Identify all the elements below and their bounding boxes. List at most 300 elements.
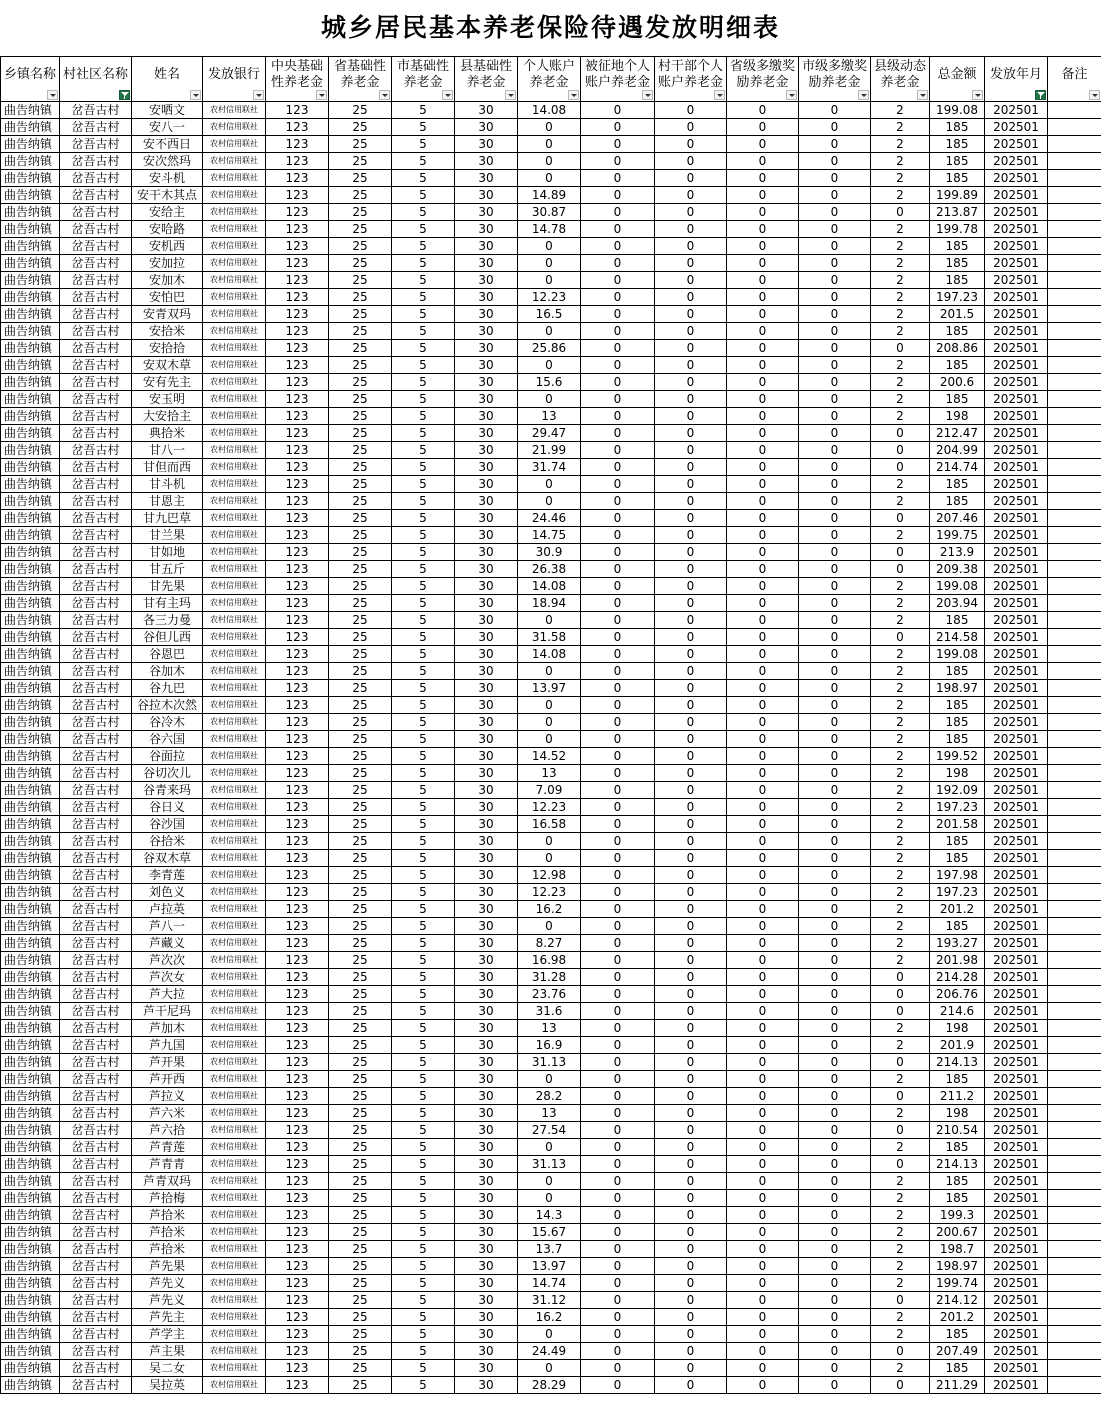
- table-cell[interactable]: 安有先主: [132, 374, 203, 391]
- table-cell[interactable]: 0: [581, 850, 655, 867]
- table-cell[interactable]: 2: [871, 1173, 930, 1190]
- table-cell[interactable]: 曲告纳镇: [1, 340, 60, 357]
- table-cell[interactable]: 30: [455, 612, 518, 629]
- table-cell[interactable]: [1048, 391, 1101, 408]
- table-cell[interactable]: 曲告纳镇: [1, 1003, 60, 1020]
- table-cell[interactable]: 曲告纳镇: [1, 816, 60, 833]
- table-cell[interactable]: 0: [655, 1377, 727, 1394]
- table-cell[interactable]: 123: [266, 221, 329, 238]
- table-cell[interactable]: 0: [581, 578, 655, 595]
- table-cell[interactable]: 123: [266, 493, 329, 510]
- table-cell[interactable]: 芦次次: [132, 952, 203, 969]
- table-cell[interactable]: 安双木草: [132, 357, 203, 374]
- table-cell[interactable]: 0: [581, 884, 655, 901]
- table-cell[interactable]: 0: [799, 1258, 871, 1275]
- table-cell[interactable]: 30.9: [518, 544, 581, 561]
- table-cell[interactable]: 202501: [985, 187, 1048, 204]
- table-cell[interactable]: [1048, 1020, 1101, 1037]
- table-cell[interactable]: 30: [455, 238, 518, 255]
- table-cell[interactable]: 岔吾古村: [60, 629, 132, 646]
- table-cell[interactable]: 25: [329, 544, 392, 561]
- table-cell[interactable]: 0: [518, 238, 581, 255]
- table-cell[interactable]: [1048, 986, 1101, 1003]
- table-cell[interactable]: 0: [655, 731, 727, 748]
- table-cell[interactable]: 123: [266, 238, 329, 255]
- table-cell[interactable]: 岔吾古村: [60, 986, 132, 1003]
- table-cell[interactable]: 30: [455, 1139, 518, 1156]
- table-cell[interactable]: 5: [392, 272, 455, 289]
- table-cell[interactable]: 农村信用联社: [203, 1071, 266, 1088]
- table-cell[interactable]: 曲告纳镇: [1, 1343, 60, 1360]
- table-cell[interactable]: 0: [727, 833, 799, 850]
- table-cell[interactable]: 30: [455, 731, 518, 748]
- table-cell[interactable]: 25: [329, 357, 392, 374]
- table-cell[interactable]: 曲告纳镇: [1, 1207, 60, 1224]
- table-cell[interactable]: 芦先果: [132, 1258, 203, 1275]
- table-cell[interactable]: 30: [455, 442, 518, 459]
- table-cell[interactable]: 202501: [985, 374, 1048, 391]
- table-cell[interactable]: 农村信用联社: [203, 884, 266, 901]
- table-cell[interactable]: 2: [871, 782, 930, 799]
- table-cell[interactable]: [1048, 1292, 1101, 1309]
- table-cell[interactable]: 200.67: [930, 1224, 985, 1241]
- table-cell[interactable]: 岔吾古村: [60, 867, 132, 884]
- table-cell[interactable]: 30: [455, 340, 518, 357]
- table-cell[interactable]: 2: [871, 1037, 930, 1054]
- table-cell[interactable]: 123: [266, 1360, 329, 1377]
- table-cell[interactable]: 25: [329, 323, 392, 340]
- table-cell[interactable]: 0: [518, 697, 581, 714]
- table-cell[interactable]: [1048, 1275, 1101, 1292]
- table-cell[interactable]: 202501: [985, 493, 1048, 510]
- table-cell[interactable]: 0: [799, 102, 871, 119]
- table-cell[interactable]: 0: [727, 731, 799, 748]
- table-cell[interactable]: [1048, 527, 1101, 544]
- table-cell[interactable]: 25: [329, 952, 392, 969]
- table-cell[interactable]: 曲告纳镇: [1, 782, 60, 799]
- table-cell[interactable]: 202501: [985, 527, 1048, 544]
- table-cell[interactable]: 14.08: [518, 578, 581, 595]
- table-cell[interactable]: 202501: [985, 255, 1048, 272]
- table-cell[interactable]: 0: [727, 578, 799, 595]
- table-cell[interactable]: 0: [727, 935, 799, 952]
- table-cell[interactable]: 202501: [985, 119, 1048, 136]
- table-cell[interactable]: 0: [799, 289, 871, 306]
- filter-dropdown-icon[interactable]: [568, 90, 579, 100]
- table-cell[interactable]: 30: [455, 578, 518, 595]
- table-cell[interactable]: 2: [871, 476, 930, 493]
- table-cell[interactable]: 199.78: [930, 221, 985, 238]
- table-cell[interactable]: 0: [799, 935, 871, 952]
- table-cell[interactable]: 123: [266, 765, 329, 782]
- table-cell[interactable]: 芦青双玛: [132, 1173, 203, 1190]
- table-cell[interactable]: 谷恩巴: [132, 646, 203, 663]
- table-cell[interactable]: 123: [266, 1207, 329, 1224]
- table-cell[interactable]: 0: [655, 952, 727, 969]
- table-cell[interactable]: 123: [266, 884, 329, 901]
- table-cell[interactable]: 岔吾古村: [60, 935, 132, 952]
- table-cell[interactable]: 2: [871, 357, 930, 374]
- table-cell[interactable]: 2: [871, 391, 930, 408]
- table-cell[interactable]: 安青双玛: [132, 306, 203, 323]
- table-cell[interactable]: 0: [799, 1360, 871, 1377]
- table-cell[interactable]: 202501: [985, 663, 1048, 680]
- table-cell[interactable]: 30: [455, 476, 518, 493]
- table-cell[interactable]: 0: [799, 731, 871, 748]
- table-cell[interactable]: [1048, 544, 1101, 561]
- table-cell[interactable]: 0: [655, 1326, 727, 1343]
- table-cell[interactable]: 5: [392, 306, 455, 323]
- table-cell[interactable]: 0: [655, 782, 727, 799]
- table-cell[interactable]: 0: [727, 1071, 799, 1088]
- table-cell[interactable]: 30: [455, 1343, 518, 1360]
- table-cell[interactable]: 30: [455, 816, 518, 833]
- table-cell[interactable]: 谷青来玛: [132, 782, 203, 799]
- table-cell[interactable]: 185: [930, 476, 985, 493]
- table-cell[interactable]: 123: [266, 170, 329, 187]
- table-cell[interactable]: 30: [455, 1292, 518, 1309]
- table-cell[interactable]: 0: [581, 714, 655, 731]
- table-cell[interactable]: 0: [727, 799, 799, 816]
- table-cell[interactable]: 123: [266, 1071, 329, 1088]
- table-cell[interactable]: 曲告纳镇: [1, 867, 60, 884]
- table-cell[interactable]: 5: [392, 952, 455, 969]
- table-cell[interactable]: 卢拉英: [132, 901, 203, 918]
- table-cell[interactable]: 曲告纳镇: [1, 1173, 60, 1190]
- table-cell[interactable]: 30: [455, 697, 518, 714]
- table-cell[interactable]: 曲告纳镇: [1, 850, 60, 867]
- table-cell[interactable]: 芦藏义: [132, 935, 203, 952]
- table-cell[interactable]: 25: [329, 102, 392, 119]
- table-cell[interactable]: 123: [266, 442, 329, 459]
- table-cell[interactable]: 0: [518, 391, 581, 408]
- table-cell[interactable]: 198.97: [930, 1258, 985, 1275]
- table-cell[interactable]: 0: [871, 629, 930, 646]
- table-cell[interactable]: 0: [799, 1377, 871, 1394]
- table-cell[interactable]: 199.89: [930, 187, 985, 204]
- table-cell[interactable]: 0: [727, 1122, 799, 1139]
- table-cell[interactable]: 5: [392, 238, 455, 255]
- table-cell[interactable]: 2: [871, 731, 930, 748]
- table-cell[interactable]: 123: [266, 731, 329, 748]
- table-cell[interactable]: 0: [799, 799, 871, 816]
- table-cell[interactable]: 2: [871, 901, 930, 918]
- table-cell[interactable]: 岔吾古村: [60, 306, 132, 323]
- table-cell[interactable]: 0: [655, 1054, 727, 1071]
- table-cell[interactable]: 123: [266, 952, 329, 969]
- table-cell[interactable]: 0: [727, 952, 799, 969]
- table-cell[interactable]: 0: [799, 1054, 871, 1071]
- table-cell[interactable]: 0: [581, 901, 655, 918]
- table-cell[interactable]: 岔吾古村: [60, 1309, 132, 1326]
- table-cell[interactable]: 0: [655, 646, 727, 663]
- table-cell[interactable]: [1048, 952, 1101, 969]
- table-cell[interactable]: 0: [727, 1190, 799, 1207]
- table-cell[interactable]: 214.74: [930, 459, 985, 476]
- table-cell[interactable]: 14.08: [518, 646, 581, 663]
- table-cell[interactable]: 0: [655, 255, 727, 272]
- table-cell[interactable]: [1048, 1139, 1101, 1156]
- table-cell[interactable]: 123: [266, 204, 329, 221]
- table-cell[interactable]: 197.23: [930, 289, 985, 306]
- table-cell[interactable]: 212.47: [930, 425, 985, 442]
- table-cell[interactable]: 185: [930, 136, 985, 153]
- table-cell[interactable]: 农村信用联社: [203, 1190, 266, 1207]
- table-cell[interactable]: 农村信用联社: [203, 357, 266, 374]
- table-cell[interactable]: 2: [871, 238, 930, 255]
- table-cell[interactable]: 202501: [985, 1360, 1048, 1377]
- table-cell[interactable]: 曲告纳镇: [1, 1088, 60, 1105]
- table-cell[interactable]: 0: [655, 1003, 727, 1020]
- table-cell[interactable]: 202501: [985, 357, 1048, 374]
- table-cell[interactable]: 25: [329, 714, 392, 731]
- table-cell[interactable]: [1048, 221, 1101, 238]
- table-cell[interactable]: 30: [455, 663, 518, 680]
- table-cell[interactable]: 芦六米: [132, 1105, 203, 1122]
- table-cell[interactable]: 安不西日: [132, 136, 203, 153]
- table-cell[interactable]: 2: [871, 153, 930, 170]
- table-cell[interactable]: 0: [799, 221, 871, 238]
- table-cell[interactable]: 0: [799, 1190, 871, 1207]
- table-cell[interactable]: 199.08: [930, 578, 985, 595]
- table-cell[interactable]: 198: [930, 765, 985, 782]
- table-cell[interactable]: 农村信用联社: [203, 1241, 266, 1258]
- table-cell[interactable]: 185: [930, 1173, 985, 1190]
- table-cell[interactable]: [1048, 170, 1101, 187]
- table-cell[interactable]: 0: [799, 1241, 871, 1258]
- table-cell[interactable]: 5: [392, 918, 455, 935]
- table-cell[interactable]: 2: [871, 1360, 930, 1377]
- table-cell[interactable]: 农村信用联社: [203, 476, 266, 493]
- table-cell[interactable]: 25: [329, 850, 392, 867]
- table-cell[interactable]: 0: [655, 1309, 727, 1326]
- table-cell[interactable]: [1048, 901, 1101, 918]
- table-cell[interactable]: 202501: [985, 850, 1048, 867]
- table-cell[interactable]: 岔吾古村: [60, 1207, 132, 1224]
- table-cell[interactable]: 0: [581, 1122, 655, 1139]
- filter-dropdown-icon[interactable]: [786, 90, 797, 100]
- table-cell[interactable]: 岔吾古村: [60, 782, 132, 799]
- table-cell[interactable]: 30: [455, 272, 518, 289]
- table-cell[interactable]: 0: [655, 850, 727, 867]
- table-cell[interactable]: 5: [392, 1275, 455, 1292]
- table-cell[interactable]: 31.6: [518, 1003, 581, 1020]
- table-cell[interactable]: 0: [799, 816, 871, 833]
- table-cell[interactable]: 0: [518, 323, 581, 340]
- table-cell[interactable]: 31.13: [518, 1156, 581, 1173]
- table-cell[interactable]: 25: [329, 425, 392, 442]
- table-cell[interactable]: 13: [518, 765, 581, 782]
- table-cell[interactable]: 曲告纳镇: [1, 1275, 60, 1292]
- table-cell[interactable]: [1048, 748, 1101, 765]
- table-cell[interactable]: 0: [727, 629, 799, 646]
- table-cell[interactable]: 13.97: [518, 680, 581, 697]
- table-cell[interactable]: 123: [266, 1377, 329, 1394]
- table-cell[interactable]: 岔吾古村: [60, 595, 132, 612]
- table-cell[interactable]: 202501: [985, 238, 1048, 255]
- table-cell[interactable]: 24.49: [518, 1343, 581, 1360]
- table-cell[interactable]: 25: [329, 1360, 392, 1377]
- table-cell[interactable]: 0: [799, 1088, 871, 1105]
- table-cell[interactable]: 2: [871, 714, 930, 731]
- table-cell[interactable]: [1048, 765, 1101, 782]
- table-cell[interactable]: 16.98: [518, 952, 581, 969]
- table-cell[interactable]: 30: [455, 1037, 518, 1054]
- table-cell[interactable]: 2: [871, 255, 930, 272]
- table-cell[interactable]: 202501: [985, 748, 1048, 765]
- table-cell[interactable]: 农村信用联社: [203, 204, 266, 221]
- table-cell[interactable]: 0: [871, 969, 930, 986]
- table-cell[interactable]: 123: [266, 102, 329, 119]
- table-cell[interactable]: 202501: [985, 391, 1048, 408]
- table-cell[interactable]: 30: [455, 255, 518, 272]
- table-cell[interactable]: 0: [518, 170, 581, 187]
- table-cell[interactable]: 5: [392, 595, 455, 612]
- table-cell[interactable]: 30: [455, 306, 518, 323]
- table-cell[interactable]: 5: [392, 357, 455, 374]
- table-cell[interactable]: 5: [392, 340, 455, 357]
- table-cell[interactable]: 农村信用联社: [203, 663, 266, 680]
- table-cell[interactable]: 185: [930, 1326, 985, 1343]
- table-cell[interactable]: 0: [581, 1088, 655, 1105]
- table-cell[interactable]: 谷日义: [132, 799, 203, 816]
- table-cell[interactable]: 0: [799, 1037, 871, 1054]
- table-cell[interactable]: 岔吾古村: [60, 1037, 132, 1054]
- table-cell[interactable]: 123: [266, 697, 329, 714]
- table-cell[interactable]: 0: [871, 510, 930, 527]
- table-cell[interactable]: 曲告纳镇: [1, 153, 60, 170]
- table-cell[interactable]: 123: [266, 1139, 329, 1156]
- table-cell[interactable]: 曲告纳镇: [1, 204, 60, 221]
- table-cell[interactable]: 曲告纳镇: [1, 663, 60, 680]
- table-cell[interactable]: 0: [581, 323, 655, 340]
- table-cell[interactable]: 谷冷木: [132, 714, 203, 731]
- table-cell[interactable]: 2: [871, 595, 930, 612]
- table-cell[interactable]: 14.74: [518, 1275, 581, 1292]
- table-cell[interactable]: 202501: [985, 1088, 1048, 1105]
- table-cell[interactable]: 5: [392, 459, 455, 476]
- table-cell[interactable]: 202501: [985, 1377, 1048, 1394]
- table-cell[interactable]: 0: [581, 986, 655, 1003]
- table-cell[interactable]: 123: [266, 1326, 329, 1343]
- table-cell[interactable]: 0: [655, 340, 727, 357]
- table-cell[interactable]: 30: [455, 204, 518, 221]
- table-cell[interactable]: 30: [455, 901, 518, 918]
- table-cell[interactable]: 25: [329, 986, 392, 1003]
- table-cell[interactable]: 30: [455, 153, 518, 170]
- table-cell[interactable]: 25: [329, 782, 392, 799]
- table-cell[interactable]: 123: [266, 629, 329, 646]
- table-cell[interactable]: 214.58: [930, 629, 985, 646]
- table-cell[interactable]: [1048, 1190, 1101, 1207]
- table-cell[interactable]: 岔吾古村: [60, 816, 132, 833]
- filter-dropdown-icon[interactable]: [917, 90, 928, 100]
- table-cell[interactable]: 208.86: [930, 340, 985, 357]
- table-cell[interactable]: 农村信用联社: [203, 833, 266, 850]
- table-cell[interactable]: [1048, 799, 1101, 816]
- table-cell[interactable]: 16.9: [518, 1037, 581, 1054]
- table-cell[interactable]: 岔吾古村: [60, 697, 132, 714]
- table-cell[interactable]: 202501: [985, 697, 1048, 714]
- table-cell[interactable]: 0: [799, 459, 871, 476]
- table-cell[interactable]: [1048, 595, 1101, 612]
- table-cell[interactable]: 曲告纳镇: [1, 714, 60, 731]
- table-cell[interactable]: 0: [727, 1258, 799, 1275]
- table-cell[interactable]: 农村信用联社: [203, 561, 266, 578]
- table-cell[interactable]: 202501: [985, 204, 1048, 221]
- table-cell[interactable]: 25: [329, 1224, 392, 1241]
- table-cell[interactable]: 0: [655, 527, 727, 544]
- table-cell[interactable]: 曲告纳镇: [1, 272, 60, 289]
- table-cell[interactable]: 0: [581, 408, 655, 425]
- table-cell[interactable]: 31.58: [518, 629, 581, 646]
- table-cell[interactable]: [1048, 1105, 1101, 1122]
- table-cell[interactable]: 0: [655, 935, 727, 952]
- table-cell[interactable]: 13.7: [518, 1241, 581, 1258]
- table-cell[interactable]: 30: [455, 884, 518, 901]
- table-cell[interactable]: 8.27: [518, 935, 581, 952]
- table-cell[interactable]: 0: [581, 952, 655, 969]
- table-cell[interactable]: 0: [727, 714, 799, 731]
- table-cell[interactable]: 5: [392, 1224, 455, 1241]
- table-cell[interactable]: 0: [727, 918, 799, 935]
- table-cell[interactable]: [1048, 1224, 1101, 1241]
- table-cell[interactable]: 30: [455, 408, 518, 425]
- table-cell[interactable]: 岔吾古村: [60, 425, 132, 442]
- table-cell[interactable]: 岔吾古村: [60, 153, 132, 170]
- table-cell[interactable]: 0: [581, 221, 655, 238]
- table-cell[interactable]: 芦次女: [132, 969, 203, 986]
- table-cell[interactable]: 芦加木: [132, 1020, 203, 1037]
- table-cell[interactable]: 26.38: [518, 561, 581, 578]
- table-cell[interactable]: 曲告纳镇: [1, 1122, 60, 1139]
- table-cell[interactable]: 0: [871, 340, 930, 357]
- table-cell[interactable]: 30: [455, 952, 518, 969]
- table-cell[interactable]: 岔吾古村: [60, 476, 132, 493]
- table-cell[interactable]: 岔吾古村: [60, 578, 132, 595]
- table-cell[interactable]: 曲告纳镇: [1, 1258, 60, 1275]
- table-cell[interactable]: 25: [329, 527, 392, 544]
- table-cell[interactable]: 0: [581, 493, 655, 510]
- table-cell[interactable]: 0: [727, 119, 799, 136]
- table-cell[interactable]: [1048, 153, 1101, 170]
- table-cell[interactable]: 0: [581, 867, 655, 884]
- table-cell[interactable]: 谷沙国: [132, 816, 203, 833]
- table-cell[interactable]: 甘先果: [132, 578, 203, 595]
- table-cell[interactable]: 0: [655, 1071, 727, 1088]
- table-cell[interactable]: 0: [655, 816, 727, 833]
- table-cell[interactable]: 27.54: [518, 1122, 581, 1139]
- table-cell[interactable]: 123: [266, 918, 329, 935]
- table-cell[interactable]: 30: [455, 646, 518, 663]
- table-cell[interactable]: 0: [655, 1037, 727, 1054]
- table-cell[interactable]: 30: [455, 1105, 518, 1122]
- table-cell[interactable]: 2: [871, 1020, 930, 1037]
- table-cell[interactable]: 28.2: [518, 1088, 581, 1105]
- table-cell[interactable]: 0: [655, 612, 727, 629]
- table-cell[interactable]: 农村信用联社: [203, 918, 266, 935]
- table-cell[interactable]: 30: [455, 680, 518, 697]
- table-cell[interactable]: 0: [518, 272, 581, 289]
- table-cell[interactable]: 5: [392, 493, 455, 510]
- table-cell[interactable]: 0: [727, 663, 799, 680]
- table-cell[interactable]: 123: [266, 663, 329, 680]
- table-cell[interactable]: 207.49: [930, 1343, 985, 1360]
- table-cell[interactable]: 岔吾古村: [60, 799, 132, 816]
- table-cell[interactable]: 123: [266, 578, 329, 595]
- table-cell[interactable]: 曲告纳镇: [1, 391, 60, 408]
- table-cell[interactable]: 5: [392, 578, 455, 595]
